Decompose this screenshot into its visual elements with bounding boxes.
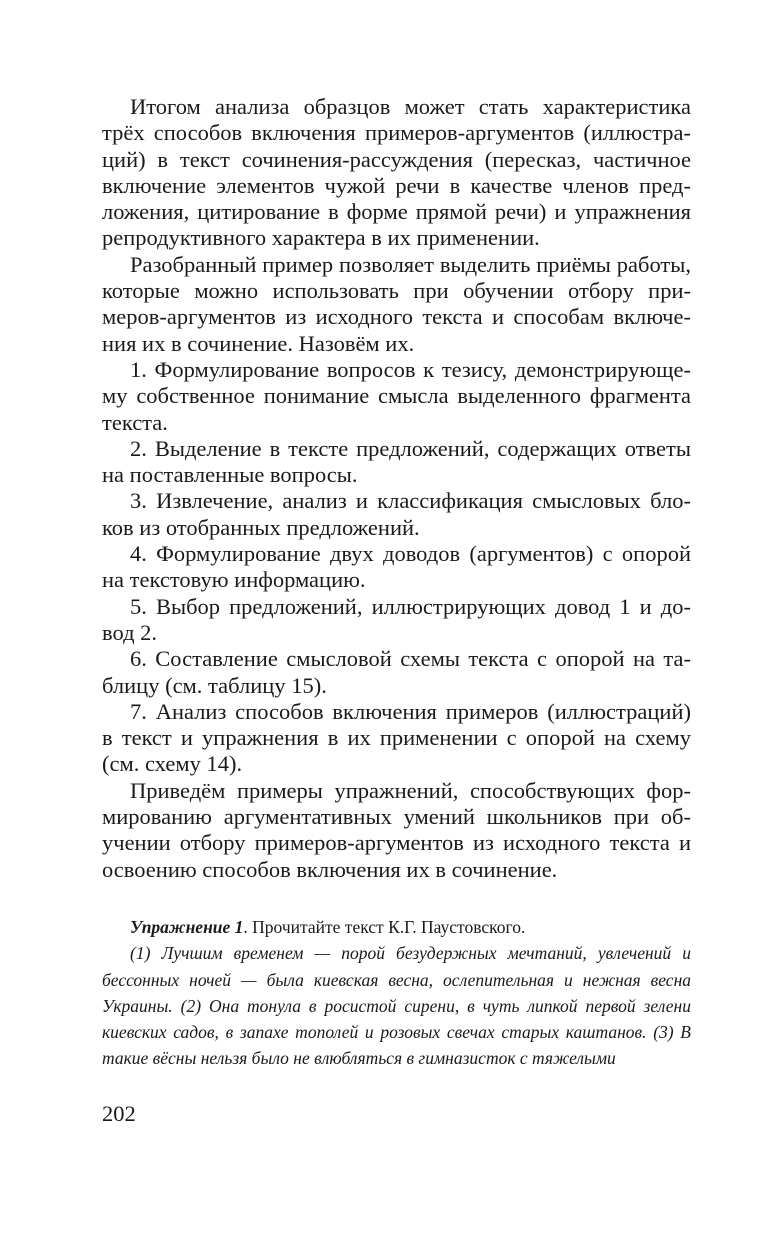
list-item: 1. Формулирование вопросов к тезису, демонстрирующему собственное понимание смысла выделенного фрагмента текста. [102,356,691,435]
page-number: 202 [102,1101,136,1126]
paragraph: Разобранный пример позволяет выделить приёмы работы, которые можно использовать при обучении отбору примеров-аргументов из исходного текста и способам включения их в сочинение. Назовём их. [102,251,691,356]
exercise-title: Упражнение 1 [130,916,244,937]
body-text [102,94,691,883]
paragraph: Итогом анализа образцов может стать характеристика трёх способов включения примеров-аргументов (иллюстраций) в текст сочинения-рассуждения (пересказ, частичное включение элементов чужой речи в качестве членов предложения, цитирование в форме прямой речи) и упражнения репродуктивного характера в их применении. [102,94,691,251]
page-content [102,94,691,1072]
exercise-heading [102,914,691,940]
exercise-block [102,914,691,1072]
list-item: 4. Формулирование двух доводов (аргументов) с опорой на текстовую информацию. [102,541,691,593]
list-item: 6. Составление смысловой схемы текста с опорой на таблицу (см. таблицу 15). [102,646,691,698]
exercise-quote: (1) Лучшим временем — порой безудержных мечтаний, увлечений и бессонных ночей — была киевская весна, ослепительная и нежная весна Украины. (2) Она тонула в росистой сирени, в чуть липкой первой зелени киевских садов, в запахе тополей и розовых свечах старых каштанов. (3) В такие вёсны нельзя было не влюбляться в гимназисток с тяжелыми [102,943,691,1069]
list-item: 7. Анализ способов включения примеров (иллюстраций) в текст и упражнения в их применении с опорой на схему (см. схему 14). [102,698,691,777]
list-item: 3. Извлечение, анализ и классификация смысловых блоков из отобранных предложений. [102,488,691,540]
list-item: 2. Выделение в тексте предложений, содержащих ответы на поставленные вопросы. [102,435,691,488]
exercise-instruction: . Прочитайте текст К.Г. Паустовского. [243,916,526,937]
list-item: 5. Выбор предложений, иллюстрирующих довод 1 и довод 2. [102,593,691,645]
paragraph: Приведём примеры упражнений, способствующих формированию аргументативных умений школьников при обучении отбору примеров-аргументов из исходного текста и освоению способов включения их в сочинение. [102,777,691,882]
